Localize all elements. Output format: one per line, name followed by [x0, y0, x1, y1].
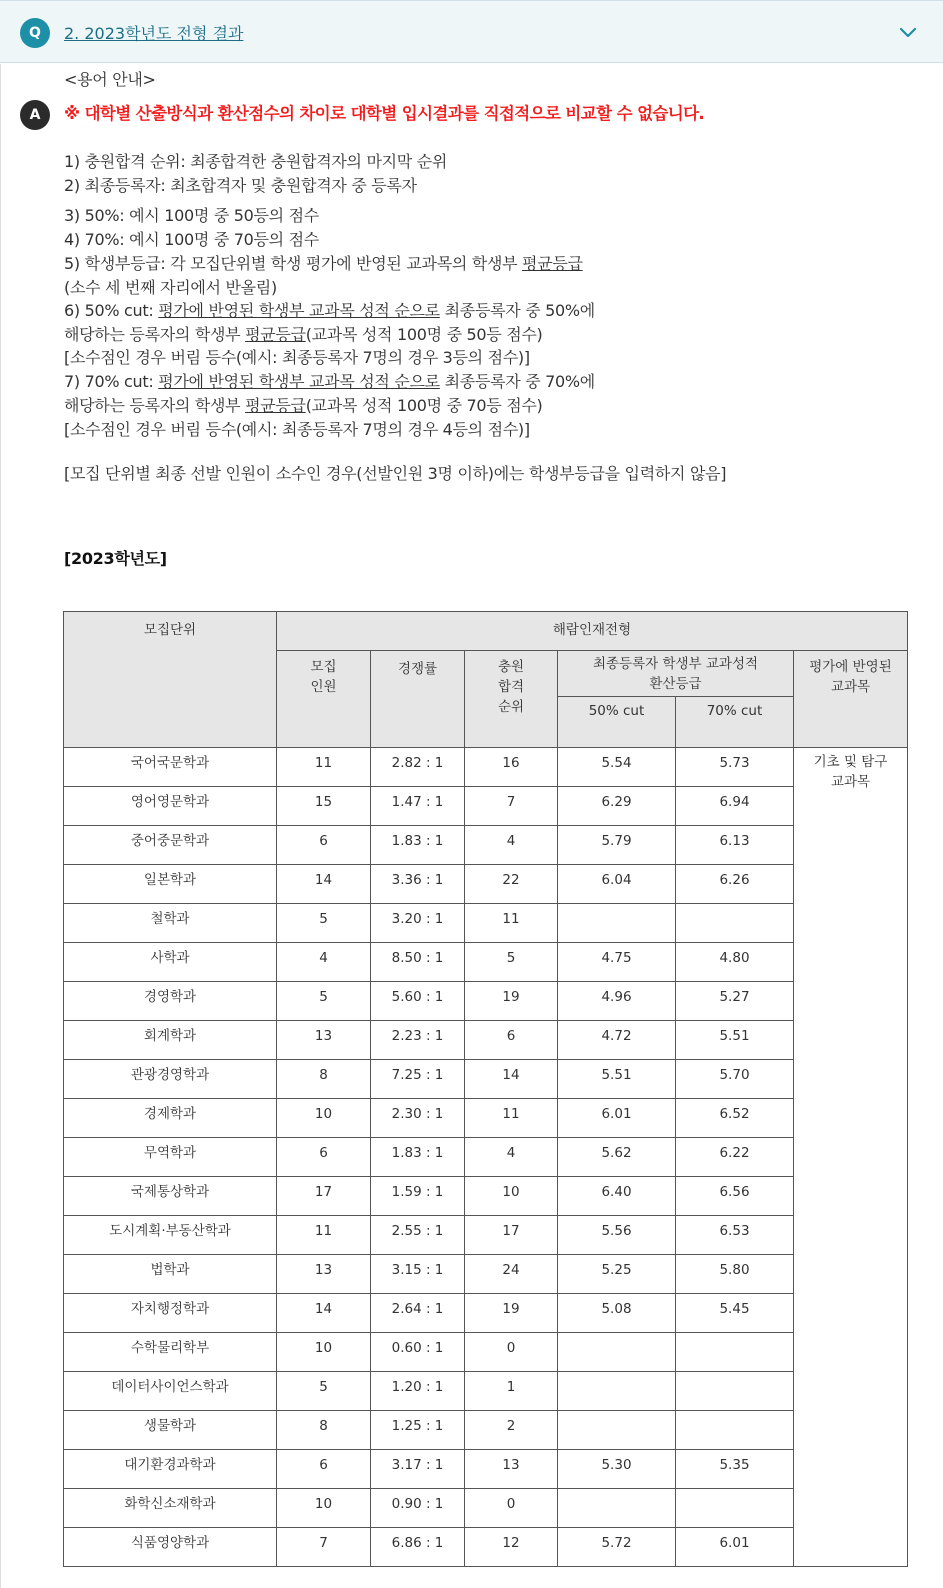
cell-unit: 데이터사이언스학과 [64, 1372, 277, 1411]
cell-ratio: 2.82 : 1 [371, 748, 465, 787]
cell-ratio: 0.60 : 1 [371, 1333, 465, 1372]
cell-cut50: 5.79 [558, 826, 676, 865]
cell-waitlist: 12 [465, 1528, 558, 1567]
cell-waitlist: 13 [465, 1450, 558, 1489]
cell-unit: 무역학과 [64, 1138, 277, 1177]
cell-ratio: 1.25 : 1 [371, 1411, 465, 1450]
table-row [64, 1177, 908, 1216]
cell-quota: 8 [277, 1411, 371, 1450]
term-2: 2) 최종등록자: 최초합격자 및 충원합격자 중 등록자 [64, 176, 417, 195]
cell-cut50 [558, 1411, 676, 1450]
year-heading: [2023학년도] [64, 549, 167, 568]
term-7-tail: 최종등록자 중 70%에 [439, 372, 595, 391]
cell-cut70: 4.80 [676, 943, 794, 982]
cell-quota: 11 [277, 748, 371, 787]
table-row [64, 1450, 908, 1489]
cell-cut70: 5.73 [676, 748, 794, 787]
cell-ratio: 0.90 : 1 [371, 1489, 465, 1528]
cell-quota: 15 [277, 787, 371, 826]
cell-unit: 경제학과 [64, 1099, 277, 1138]
term-7-line-2-lead: 해당하는 등록자의 학생부 [64, 396, 246, 415]
cell-quota: 10 [277, 1489, 371, 1528]
cell-unit: 영어영문학과 [64, 787, 277, 826]
cell-ratio: 7.25 : 1 [371, 1060, 465, 1099]
cell-unit: 관광경영학과 [64, 1060, 277, 1099]
cell-cut70 [676, 904, 794, 943]
cell-waitlist: 7 [465, 787, 558, 826]
cell-quota: 8 [277, 1060, 371, 1099]
cell-cut50: 6.04 [558, 865, 676, 904]
cell-unit: 법학과 [64, 1255, 277, 1294]
cell-cut70 [676, 1411, 794, 1450]
cell-cut70: 6.22 [676, 1138, 794, 1177]
header-cut50: 50% cut [558, 697, 676, 748]
term-6-line-2-lead: 해당하는 등록자의 학생부 [64, 325, 246, 344]
cell-ratio: 3.17 : 1 [371, 1450, 465, 1489]
table-row [64, 1411, 908, 1450]
cell-cut50: 5.72 [558, 1528, 676, 1567]
q-badge: Q [20, 18, 50, 48]
cell-ratio: 1.83 : 1 [371, 1138, 465, 1177]
cell-cut70 [676, 1489, 794, 1528]
cell-ratio: 2.64 : 1 [371, 1294, 465, 1333]
cell-cut50: 5.56 [558, 1216, 676, 1255]
cell-quota: 10 [277, 1333, 371, 1372]
term-6-line-2-underlined: 평균등급 [245, 325, 306, 344]
cell-cut50: 5.51 [558, 1060, 676, 1099]
cell-waitlist: 14 [465, 1060, 558, 1099]
guide-heading: <용어 안내> [64, 70, 156, 89]
cell-unit: 사학과 [64, 943, 277, 982]
table-row [64, 1216, 908, 1255]
cell-waitlist: 6 [465, 1021, 558, 1060]
cell-waitlist: 22 [465, 865, 558, 904]
cell-quota: 13 [277, 1021, 371, 1060]
table-row [64, 904, 908, 943]
term-4: 4) 70%: 예시 100명 중 70등의 점수 [64, 230, 319, 249]
question-title-link[interactable]: 2. 2023학년도 전형 결과 [64, 24, 244, 43]
cell-quota: 14 [277, 1294, 371, 1333]
a-badge: A [20, 100, 50, 130]
cell-unit: 회계학과 [64, 1021, 277, 1060]
cell-waitlist: 19 [465, 1294, 558, 1333]
cell-ratio: 3.15 : 1 [371, 1255, 465, 1294]
term-7-line-3: [소수점인 경우 버림 등수(예시: 최종등록자 7명의 경우 4등의 점수)] [64, 420, 530, 439]
cell-ratio: 3.36 : 1 [371, 865, 465, 904]
cell-quota: 5 [277, 982, 371, 1021]
cell-unit: 중어중문학과 [64, 826, 277, 865]
term-6 [64, 300, 595, 322]
cell-cut70: 6.26 [676, 865, 794, 904]
cell-quota: 14 [277, 865, 371, 904]
term-6-tail: 최종등록자 중 50%에 [439, 301, 595, 320]
term-6-lead: 6) 50% cut: [64, 301, 159, 320]
cell-cut70: 6.53 [676, 1216, 794, 1255]
term-5-underlined: 평균등급 [522, 254, 583, 273]
cell-unit: 철학과 [64, 904, 277, 943]
cell-subjects: 기초 및 탐구 교과목 [794, 748, 908, 1567]
cell-unit: 국어국문학과 [64, 748, 277, 787]
cell-cut70: 5.70 [676, 1060, 794, 1099]
table-row [64, 1099, 908, 1138]
cell-cut70 [676, 1372, 794, 1411]
cell-ratio: 8.50 : 1 [371, 943, 465, 982]
cell-ratio: 6.86 : 1 [371, 1528, 465, 1567]
cell-quota: 7 [277, 1528, 371, 1567]
cell-waitlist: 0 [465, 1489, 558, 1528]
term-1: 1) 충원합격 순위: 최종합격한 충원합격자의 마지막 순위 [64, 152, 448, 171]
header-quota: 모집 인원 [277, 651, 371, 748]
cell-cut50: 4.96 [558, 982, 676, 1021]
header-cut70: 70% cut [676, 697, 794, 748]
cell-cut70: 6.13 [676, 826, 794, 865]
cell-cut70: 5.45 [676, 1294, 794, 1333]
cell-waitlist: 24 [465, 1255, 558, 1294]
cell-cut70: 6.56 [676, 1177, 794, 1216]
cell-unit: 화학신소재학과 [64, 1489, 277, 1528]
cell-cut50: 4.75 [558, 943, 676, 982]
cell-waitlist: 16 [465, 748, 558, 787]
cell-waitlist: 4 [465, 826, 558, 865]
cell-ratio: 1.20 : 1 [371, 1372, 465, 1411]
cell-cut50: 5.62 [558, 1138, 676, 1177]
header-grade-group: 최종등록자 학생부 교과성적 환산등급 [558, 651, 794, 697]
term-7-underlined: 평가에 반영된 학생부 교과목 성적 순으로 [158, 372, 440, 391]
table-row [64, 1333, 908, 1372]
term-7-line-2-underlined: 평균등급 [245, 396, 306, 415]
cell-unit: 국제통상학과 [64, 1177, 277, 1216]
cell-unit: 생물학과 [64, 1411, 277, 1450]
table-row [64, 1372, 908, 1411]
cell-cut70: 5.27 [676, 982, 794, 1021]
cell-cut50 [558, 904, 676, 943]
table-row [64, 1528, 908, 1567]
warning-text: ※ 대학별 산출방식과 환산점수의 차이로 대학별 입시결과를 직접적으로 비교할 수 없습니다. [64, 104, 705, 123]
table-row [64, 943, 908, 982]
term-6-line-2-tail: (교과목 성적 100명 중 50등 점수) [305, 325, 543, 344]
cell-ratio: 2.55 : 1 [371, 1216, 465, 1255]
cell-unit: 도시계획·부동산학과 [64, 1216, 277, 1255]
table-row [64, 982, 908, 1021]
header-waitlist-rank: 충원 합격 순위 [465, 651, 558, 748]
table-row [64, 1255, 908, 1294]
cell-cut50: 5.30 [558, 1450, 676, 1489]
term-7-line-2-tail: (교과목 성적 100명 중 70등 점수) [305, 396, 543, 415]
cell-ratio: 5.60 : 1 [371, 982, 465, 1021]
term-3: 3) 50%: 예시 100명 중 50등의 점수 [64, 206, 319, 225]
cell-cut70: 5.35 [676, 1450, 794, 1489]
cell-ratio: 2.30 : 1 [371, 1099, 465, 1138]
cell-cut50 [558, 1333, 676, 1372]
cell-waitlist: 10 [465, 1177, 558, 1216]
table-row [64, 1489, 908, 1528]
term-6-line-2 [64, 324, 542, 346]
cell-unit: 자치행정학과 [64, 1294, 277, 1333]
table-row [64, 826, 908, 865]
cell-waitlist: 11 [465, 1099, 558, 1138]
cell-ratio: 3.20 : 1 [371, 904, 465, 943]
cell-unit: 식품영양학과 [64, 1528, 277, 1567]
cell-waitlist: 11 [465, 904, 558, 943]
cell-cut50: 5.25 [558, 1255, 676, 1294]
cell-cut50: 6.40 [558, 1177, 676, 1216]
term-7 [64, 371, 595, 393]
table-row [64, 748, 908, 787]
cell-quota: 4 [277, 943, 371, 982]
cell-waitlist: 4 [465, 1138, 558, 1177]
cell-cut50: 6.29 [558, 787, 676, 826]
cell-quota: 5 [277, 904, 371, 943]
cell-waitlist: 1 [465, 1372, 558, 1411]
cell-cut50: 4.72 [558, 1021, 676, 1060]
table-row [64, 1138, 908, 1177]
faq-question-bar[interactable] [0, 0, 943, 63]
cell-quota: 11 [277, 1216, 371, 1255]
cell-quota: 10 [277, 1099, 371, 1138]
answer-left-border [0, 64, 1, 1588]
cell-ratio: 1.47 : 1 [371, 787, 465, 826]
table-row [64, 1294, 908, 1333]
term-6-underlined: 평가에 반영된 학생부 교과목 성적 순으로 [158, 301, 440, 320]
cell-cut70: 6.52 [676, 1099, 794, 1138]
cell-quota: 6 [277, 1138, 371, 1177]
table-row [64, 865, 908, 904]
cell-ratio: 2.23 : 1 [371, 1021, 465, 1060]
admission-results-table [63, 611, 908, 1567]
chevron-down-icon[interactable] [897, 23, 919, 43]
cell-quota: 17 [277, 1177, 371, 1216]
note-text: [모집 단위별 최종 선발 인원이 소수인 경우(선발인원 3명 이하)에는 학생부등급을 입력하지 않음] [64, 464, 727, 483]
cell-cut50 [558, 1372, 676, 1411]
cell-cut50: 5.08 [558, 1294, 676, 1333]
header-unit: 모집단위 [64, 612, 277, 748]
cell-cut50 [558, 1489, 676, 1528]
table-row [64, 787, 908, 826]
cell-cut70: 5.51 [676, 1021, 794, 1060]
cell-quota: 5 [277, 1372, 371, 1411]
header-subjects: 평가에 반영된 교과목 [794, 651, 908, 748]
cell-quota: 6 [277, 1450, 371, 1489]
cell-waitlist: 2 [465, 1411, 558, 1450]
term-7-line-2 [64, 395, 542, 417]
term-7-lead: 7) 70% cut: [64, 372, 159, 391]
table-row [64, 1060, 908, 1099]
cell-cut50: 5.54 [558, 748, 676, 787]
cell-cut70: 6.94 [676, 787, 794, 826]
cell-unit: 일본학과 [64, 865, 277, 904]
cell-unit: 수학물리학부 [64, 1333, 277, 1372]
cell-cut50: 6.01 [558, 1099, 676, 1138]
cell-cut70: 6.01 [676, 1528, 794, 1567]
cell-waitlist: 5 [465, 943, 558, 982]
cell-ratio: 1.59 : 1 [371, 1177, 465, 1216]
table-row [64, 1021, 908, 1060]
cell-unit: 대기환경과학과 [64, 1450, 277, 1489]
cell-waitlist: 17 [465, 1216, 558, 1255]
term-5 [64, 253, 583, 275]
cell-ratio: 1.83 : 1 [371, 826, 465, 865]
term-6-line-3: [소수점인 경우 버림 등수(예시: 최종등록자 7명의 경우 3등의 점수)] [64, 348, 530, 367]
cell-cut70: 5.80 [676, 1255, 794, 1294]
cell-quota: 13 [277, 1255, 371, 1294]
cell-waitlist: 0 [465, 1333, 558, 1372]
term-5-continued: (소수 세 번째 자리에서 반올림) [64, 278, 277, 297]
cell-unit: 경영학과 [64, 982, 277, 1021]
header-ratio: 경쟁률 [371, 651, 465, 748]
cell-waitlist: 19 [465, 982, 558, 1021]
cell-cut70 [676, 1333, 794, 1372]
cell-quota: 6 [277, 826, 371, 865]
term-5-text: 5) 학생부등급: 각 모집단위별 학생 평가에 반영된 교과목의 학생부 [64, 254, 523, 273]
header-track: 해람인재전형 [277, 612, 908, 651]
